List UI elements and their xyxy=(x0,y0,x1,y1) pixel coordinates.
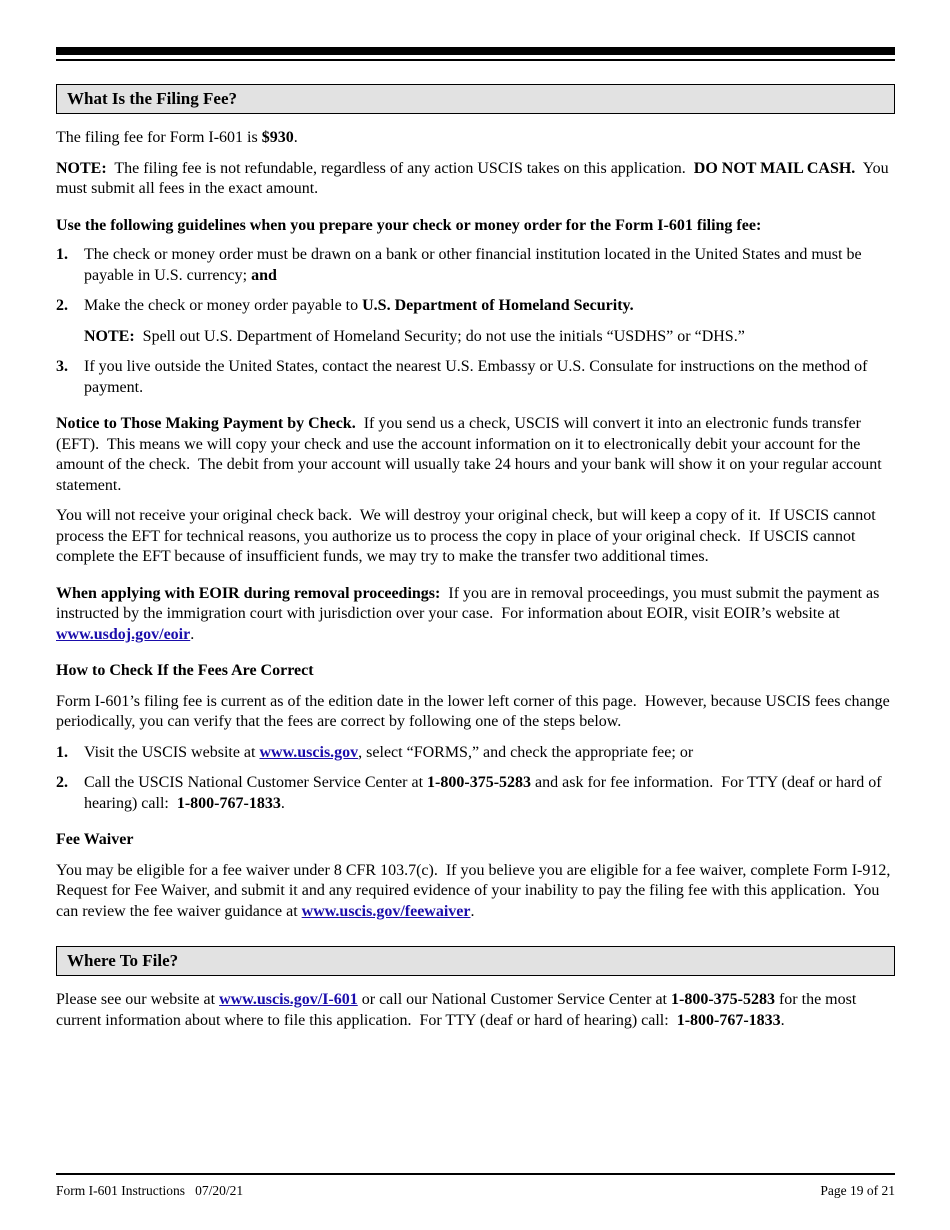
guideline-item-2: 2. Make the check or money order payable to U.S. Department of Homeland Security. xyxy=(56,297,634,314)
section-title: Where To File? xyxy=(67,951,179,970)
howto-item-2: 2. Call the USCIS National Customer Service Center at 1-800-375-5283 and ask for fee information. For TTY (deaf or hard of hearing) call: 1-800-767-1833. xyxy=(56,774,886,812)
where-to-file-paragraph: Please see our website at www.uscis.gov/I-601 or call our National Customer Service Center at 1-800-375-5283 for the most current information about where to file this application. For TTY (deaf or hard of hearing) call: 1-800-767-1833. xyxy=(56,991,861,1029)
eoir-paragraph: When applying with EOIR during removal proceedings: If you are in removal proceedings, you must submit the payment as instructed by the immigration court with jurisdiction over your case. For information about EOIR, visit EOIR’s website at www.usdoj.gov/eoir. xyxy=(56,584,884,643)
footer-rule xyxy=(56,1173,895,1175)
guidelines-heading: Use the following guidelines when you prepare your check or money order for the Form I-601 filing fee: xyxy=(56,216,762,234)
note-paragraph: NOTE: The filing fee is not refundable, regardless of any action USCIS takes on this application. DO NOT MAIL CASH. You must submit all fees in the exact amount. xyxy=(56,159,893,197)
original-check-paragraph: You will not receive your original check back. We will destroy your original check, but will keep a copy of it. If USCIS cannot process the EFT for technical reasons, you authorize us to process the copy in place of your original check. If USCIS cannot complete the EFT because of insufficient funds, we may try to make the transfer two additional times. xyxy=(56,507,880,565)
section-heading-filing-fee xyxy=(56,84,895,114)
guideline-item-1: 1. The check or money order must be drawn on a bank or other financial institution located in the United States and must be payable in U.S. currency; and xyxy=(56,246,862,284)
howto-paragraph: Form I-601’s filing fee is current as of the edition date in the lower left corner of this page. However, because USCIS fees change periodically, you can verify that the fees are correct by following one of the steps below. xyxy=(56,692,894,730)
guideline-item-2-note: NOTE: Spell out U.S. Department of Homeland Security; do not use the initials “USDHS” or “DHS.” xyxy=(84,327,745,345)
footer-page-number: Page 19 of 21 xyxy=(820,1183,895,1198)
fee-waiver-heading: Fee Waiver xyxy=(56,831,134,848)
header-thin-rule xyxy=(56,59,895,61)
guideline-item-3: 3. If you live outside the United States, contact the nearest U.S. Embassy or U.S. Consulate for instructions on the method of payment. xyxy=(56,358,868,396)
howto-item-1: 1. Visit the USCIS website at www.uscis.gov, select “FORMS,” and check the appropriate fee; or xyxy=(56,743,694,761)
fee-amount: $930 xyxy=(261,129,294,146)
eoir-link[interactable]: www.usdoj.gov/eoir xyxy=(56,625,191,643)
fee-waiver-paragraph: You may be eligible for a fee waiver under 8 CFR 103.7(c). If you believe you are eligible for a fee waiver, complete Form I-912, Request for Fee Waiver, and submit it and any required evidence of your inability to pay the filing fee with this application. You can review the fee waiver guidance at www.uscis.gov/feewaiver. xyxy=(56,861,895,920)
uscis-link[interactable]: www.uscis.gov xyxy=(259,743,359,761)
footer-form-edition: Form I-601 Instructions 07/20/21 xyxy=(56,1183,244,1198)
page-content xyxy=(56,84,895,1031)
section-title: What Is the Filing Fee? xyxy=(67,89,237,108)
howto-heading: How to Check If the Fees Are Correct xyxy=(56,662,314,679)
check-notice-paragraph: Notice to Those Making Payment by Check. If you send us a check, USCIS will convert it into an electronic funds transfer (EFT). This means we will copy your check and use the account information on it to electronically debit your account for the amount of the check. The debit from your account will usually take 24 hours and your bank will show it on your regular account statement. xyxy=(56,415,886,494)
section-heading-where-to-file xyxy=(56,946,895,976)
header-thick-rule xyxy=(56,47,895,55)
feewaiver-link[interactable]: www.uscis.gov/feewaiver xyxy=(301,902,471,920)
fee-paragraph: The filing fee for Form I-601 is $930. xyxy=(56,129,298,146)
i601-link[interactable]: www.uscis.gov/I-601 xyxy=(219,991,358,1008)
